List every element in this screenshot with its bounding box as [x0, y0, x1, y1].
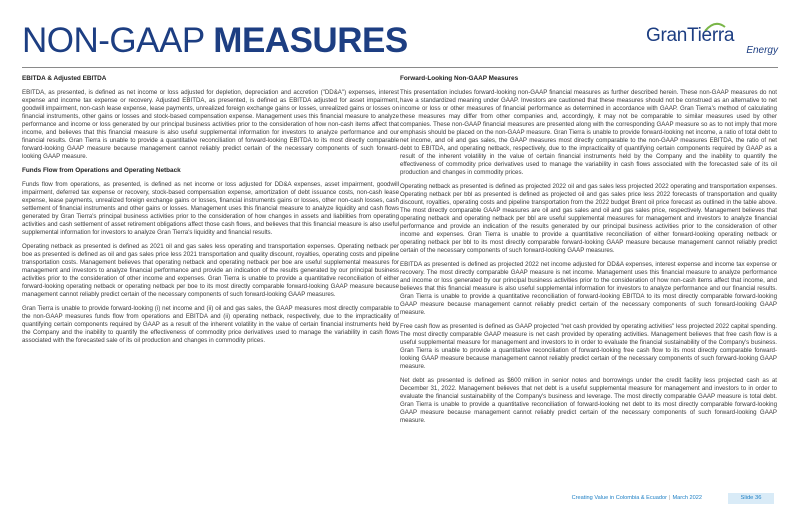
page-title — [22, 22, 408, 60]
footer-presentation-title: Creating Value in Colombia & Ecuador — [571, 495, 667, 501]
left-column — [22, 75, 399, 351]
footer-caption — [572, 495, 702, 501]
paragraph-net-debt: Net debt as presented is defined as $600 million in senior notes and borrowings under the credit facility less projected cash as at December 31, 2022. Management believes that net debt is a useful supplemental measure for management and investors to in order to evaluate the financial sustainability of the Company's business and leverage. The most directly comparable GAAP measure is total debt. Gran Tierra is unable to provide a quantitative reconciliation of forward-looking net debt to its most directly comparable forward-looking GAAP measure because management cannot reliably predict certain of the necessary components of such forward-looking GAAP measure. — [400, 377, 777, 424]
paragraph-projected-netback: Operating netback as presented is defined as projected 2022 oil and gas sales less projected 2022 operating and transportation expenses. Operating netback per bbl as presented is defined as projected oil and gas sales price less 2022 forecasts of transportation and quality discount, royalties, operating costs and pipeline transportation from the 2022 budget Brent oil price forecast as outlined in the table above. The most directly comparable GAAP measures are oil and gas sales and oil and gas sales price, respectively. Management believes that operating netback and operating netback per bbl are useful supplemental measures for management and investors to analyze financial performance and provide an indication of the results generated by our principal business activities prior to the consideration of other income and expenses. Gran Tierra is unable to provide a quantitative reconciliation of either forward-looking operating netback or operating netback per bbl to its most directly comparable forward-looking GAAP measure because management cannot reliably predict certain of the necessary components of such forward-looking GAAP measures. — [400, 183, 777, 254]
company-logo — [646, 26, 778, 60]
footer — [0, 493, 800, 505]
paragraph-operating-netback: Operating netback as presented is defined as 2021 oil and gas sales less operating and transportation expenses. Operating netback per boe as presented is defined as oil and gas sales price less 2021 transportation and quality discount, royalties, operating costs and pipeline transportation costs. Management believes that operating netback and operating netback per boe are useful supplemental measures for management and investors to analyze financial performance and provide an indication of the results generated by our principal business activities prior to the consideration of other income and expenses. Gran Tierra is unable to provide a quantitative reconciliation of either forward-looking operating netback or operating netback per boe to its most directly comparable forward-looking GAAP measure because management cannot reliably predict certain of the necessary components of such forward-looking GAAP measures. — [22, 243, 399, 298]
page-title-bold: MEASURES — [213, 21, 408, 60]
logo-name: GranTierra — [646, 25, 735, 46]
logo-subtitle: Energy — [746, 45, 778, 56]
right-column — [400, 75, 777, 431]
section-heading-funds-flow: Funds Flow from Operations and Operating Netback — [22, 167, 181, 174]
paragraph-funds-flow: Funds flow from operations, as presented, is defined as net income or loss adjusted for DD&A expenses, asset impairment, goodwill impairment, deferred tax expense or recovery, stock-based compensation expense, amortization of debt issuance costs, non-cash lease expense, lease payments, unrealized foreign exchange gains or losses, financial instruments gains or losses, other non-cash losses, cash settlement of financial instruments and other gains or losses. Management uses this financial measure to analyze liquidity and cash flows generated by Gran Tierra's principal business activities prior to the consideration of how changes in assets and liabilities from operating activities and cash settlement of asset retirement obligations affect those cash flows, and believes that this financial measure is also useful supplemental information for investors to analyze Gran Tierra's liquidity and financial results. — [22, 181, 399, 236]
paragraph-ebitda: EBITDA, as presented, is defined as net income or loss adjusted for depletion, depreciation and accretion ("DD&A") expenses, interest expense and income tax expense or recovery. Adjusted EBITDA, as presented, is defined as EBITDA adjusted for asset impairment, goodwill impairment, non-cash lease expense, lease payments, unrealized foreign exchange gains or losses, unrealized gains or losses on financial instruments, other gains or losses and stock-based compensation expense. Management uses this financial measure to analyze performance and income or loss generated by our principal business activities prior to the consideration of how non-cash items affect that income, and believes that this financial measure is also useful supplemental information for investors to analyze performance and our financial results. Gran Tierra is unable to provide a quantitative reconciliation of forward-looking EBITDA to its most directly comparable forward-looking GAAP measure because management cannot reliably predict certain of the necessary components of such forward-looking GAAP measure. — [22, 89, 399, 160]
page-title-light: NON-GAAP — [22, 21, 205, 60]
paragraph-projected-ebitda: EBITDA as presented is defined as projected 2022 net income adjusted for DD&A expenses, interest expense and income tax expense or recovery. The most directly comparable GAAP measure is net income. Management uses this financial measure to analyze performance and income or loss generated by our principal business activities prior to the consideration of how non-cash items affect that income, and believes that this financial measure is also useful supplemental information for investors to analyze performance and our financial results. Gran Tierra is unable to provide a quantitative reconciliation of forward-looking EBITDA to its most directly comparable forward-looking GAAP measure because management cannot reliably predict certain of the necessary components of such forward-looking GAAP measure. — [400, 261, 777, 316]
paragraph-forward-looking-intro: This presentation includes forward-looking non-GAAP financial measures as further described herein. These non-GAAP measures do not have a standardized meaning under GAAP. Investors are cautioned that these measures should not be construed as an alternative to net income or loss or other measures of financial performance as determined in accordance with GAAP. Gran Tierra's method of calculating these measures may differ from other companies and, accordingly, it may not be comparable to similar measures used by other companies. These non-GAAP financial measures are presented along with the corresponding GAAP measure so as to not imply that more emphasis should be placed on the non-GAAP measure. Gran Tierra is unable to provide forward-looking net income, a ratio of total debt to net income, and oil and gas sales, the GAAP measures most directly comparable to the non-GAAP measures EBITDA, the ratio of net debt to EBITDA, and operating netback, respectively, due to the impracticality of quantifying certain components required by GAAP as a result of the inherent volatility in the value of certain financial instruments held by the Company and the inability to quantify the effectiveness of commodity price derivatives used to manage the variability in cash flows associated with the forecasted sale of its oil production and changes in commodity prices. — [400, 89, 777, 176]
slide-number-badge: Slide 36 — [728, 493, 774, 504]
footer-separator: | — [669, 495, 671, 501]
section-heading-forward-looking: Forward-Looking Non-GAAP Measures — [400, 75, 519, 82]
header-divider — [22, 67, 778, 68]
section-heading-ebitda: EBITDA & Adjusted EBITDA — [22, 75, 107, 82]
footer-date: March 2022 — [672, 495, 702, 501]
paragraph-forward-looking-limits: Gran Tierra is unable to provide forward-looking (i) net income and (ii) oil and gas sales, the GAAP measures most directly comparable to the non-GAAP measures funds flow from operations and EBITDA and (ii) operating netback, respectively, due to the impracticality of quantifying certain components required by GAAP as a result of the inherent volatility in the value of certain financial instruments held by the Company and the inability to quantify the effectiveness of commodity price derivatives used to manage the variability in cash flows associated with the forecasted sale of its oil production and changes in commodity prices. — [22, 305, 399, 344]
paragraph-free-cash-flow: Free cash flow as presented is defined as GAAP projected "net cash provided by operating activities" less projected 2022 capital spending. The most directly comparable GAAP measure is net cash provided by operating activities. Management believes that free cash flow is a useful supplemental measure for management and investors to in order to evaluate the financial sustainability of the Company's business. Gran Tierra is unable to provide a quantitative reconciliation of forward-looking free cash flow to its most directly comparable forward-looking GAAP measure because management cannot reliably predict certain of the necessary components of such forward-looking GAAP measure. — [400, 323, 777, 370]
